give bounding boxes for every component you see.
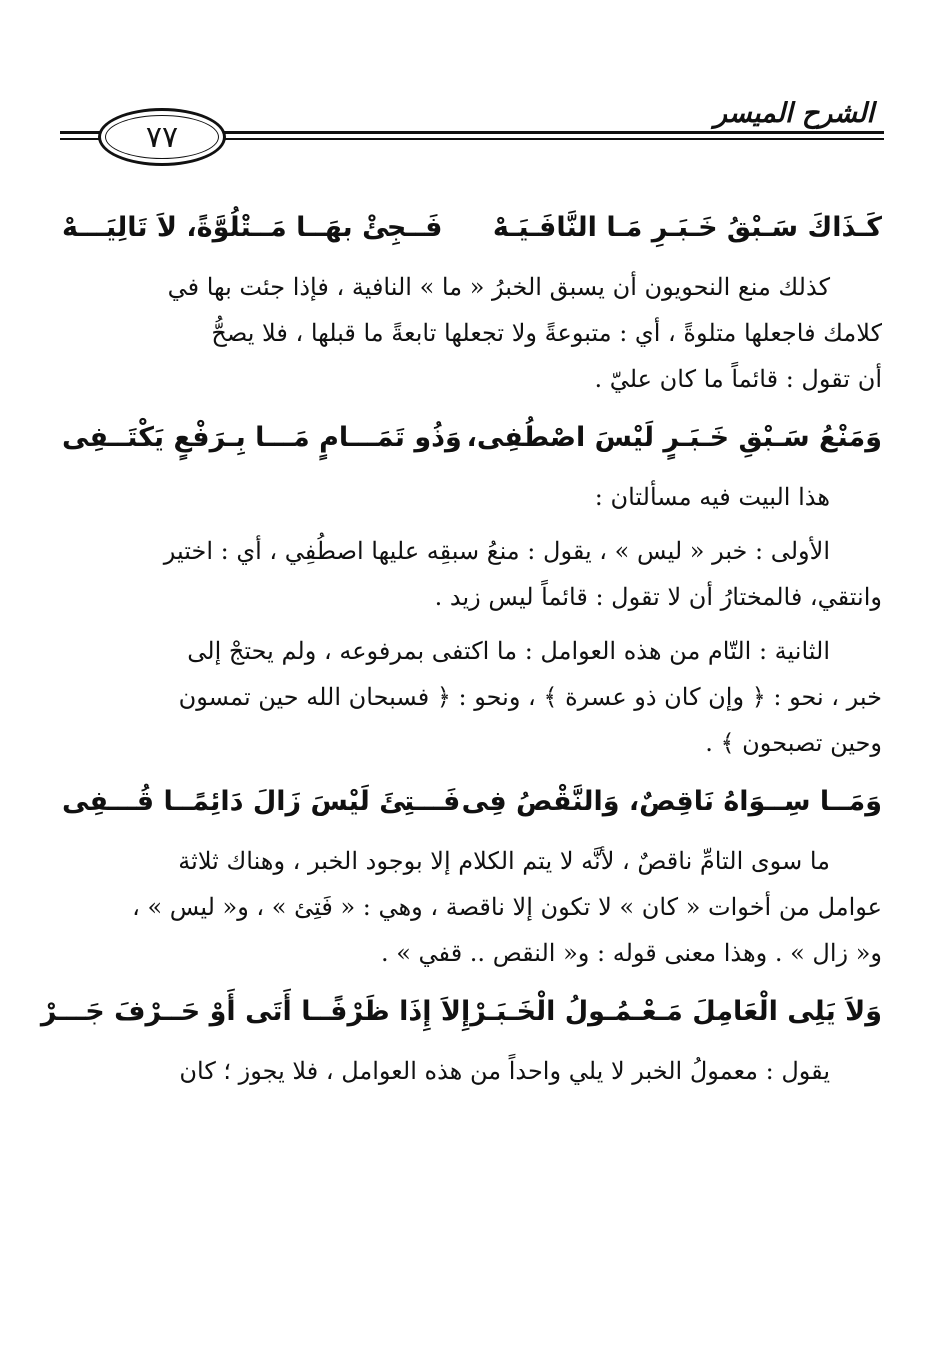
verse-first-hemistich: وَمَــا سِــوَاهُ نَاقِصٌ، وَالنَّقْصُ فِى [461, 786, 882, 817]
commentary-paragraph [62, 838, 882, 976]
poem-verse [62, 200, 882, 256]
spacer [62, 520, 882, 528]
spacer [62, 466, 882, 474]
text-line: الأولى : خبر « ليس » ، يقول : منعُ سبقِه عليها اصطُفِي ، أي : اختير [163, 537, 830, 565]
spacer [62, 830, 882, 838]
verse-second-hemistich: إِلاَ إِذَا ظَرْفًــا أَتَى أَوْ حَــرْفَ جَـــرْ [40, 996, 471, 1027]
commentary-paragraph [62, 528, 882, 620]
spacer [62, 766, 882, 774]
verse-first-hemistich: وَلاَ يَلِى الْعَامِلَ مَـعْـمُـولُ الْخَـبَـرْ [470, 996, 882, 1027]
commentary-paragraph [62, 264, 882, 402]
spacer [62, 1040, 882, 1048]
poem-verse [62, 774, 882, 830]
commentary-paragraph [62, 474, 882, 520]
text-line: هذا البيت فيه مسألتان : [594, 483, 830, 511]
text-line: يقول : معمولُ الخبر لا يلي واحداً من هذه العوامل ، فلا يجوز ؛ كان [179, 1057, 830, 1085]
poem-verse [40, 984, 882, 1040]
book-title: الشرح الميسر [713, 98, 874, 129]
text-line: عوامل من أخوات « كان » لا تكون إلا ناقصة ، وهي : « فَتِئ » ، و« ليس » ، [132, 893, 882, 921]
spacer [62, 620, 882, 628]
spacer [62, 402, 882, 410]
poem-verse [62, 410, 882, 466]
verse-first-hemistich: وَمَنْعُ سَـبْقِ خَـبَـرٍ لَيْسَ اصْطُفِى، [466, 422, 882, 453]
text-line: ما سوى التامِّ ناقصٌ ، لأنَّه لا يتم الكلام إلا بوجود الخبر ، وهناك ثلاثة [178, 847, 830, 875]
page-header [60, 88, 884, 168]
spacer [62, 1094, 882, 1102]
text-line: الثانية : التّام من هذه العوامل : ما اكتفى بمرفوعه ، ولم يحتجْ إلى [187, 637, 830, 665]
spacer [62, 256, 882, 264]
text-line: وانتقي، فالمختارُ أن لا تقول : قائماً ليس زيد . [434, 583, 882, 611]
text-line: كذلك منع النحويون أن يسبق الخبرُ « ما » النافية ، فإذا جئت بها في [167, 273, 830, 301]
verse-second-hemistich: فَـــتِئَ لَيْسَ زَالَ دَائِمًــا قُـــفِى [62, 786, 461, 817]
verse-first-hemistich: كَـذَاكَ سَـبْقُ خَـبَـرِ مَـا النَّافَـيَـهْ [492, 212, 882, 243]
text-line: وحين تصبحون ﴾ . [705, 729, 882, 757]
text-line: و« زال » . وهذا معنى قوله : و« النقص .. قفي » . [380, 939, 882, 967]
commentary-paragraph [62, 1048, 882, 1094]
commentary-paragraph [62, 628, 882, 766]
verse-second-hemistich: فَــجِئْ بهَــا مَــتْلُوَّةً، لاَ تَالِيَـــهْ [62, 212, 443, 243]
page-number: ٧٧ [145, 119, 179, 155]
page-body [40, 200, 882, 1102]
page-number-oval [98, 108, 226, 166]
spacer [62, 976, 882, 984]
text-line: كلامك فاجعلها متلوةً ، أي : متبوعةً ولا تجعلها تابعةً ما قبلها ، فلا يصحُّ [211, 319, 882, 347]
verse-second-hemistich: وَذُو تَمَـــامٍ مَـــا بِـرَفْعٍ يَكْتَــفِى [62, 422, 462, 453]
text-line: خبر ، نحو : ﴿ وإن كان ذو عسرة ﴾ ، ونحو : ﴿ فسبحان الله حين تمسون [178, 683, 882, 711]
text-line: أن تقول : قائماً ما كان عليّ . [594, 365, 882, 393]
